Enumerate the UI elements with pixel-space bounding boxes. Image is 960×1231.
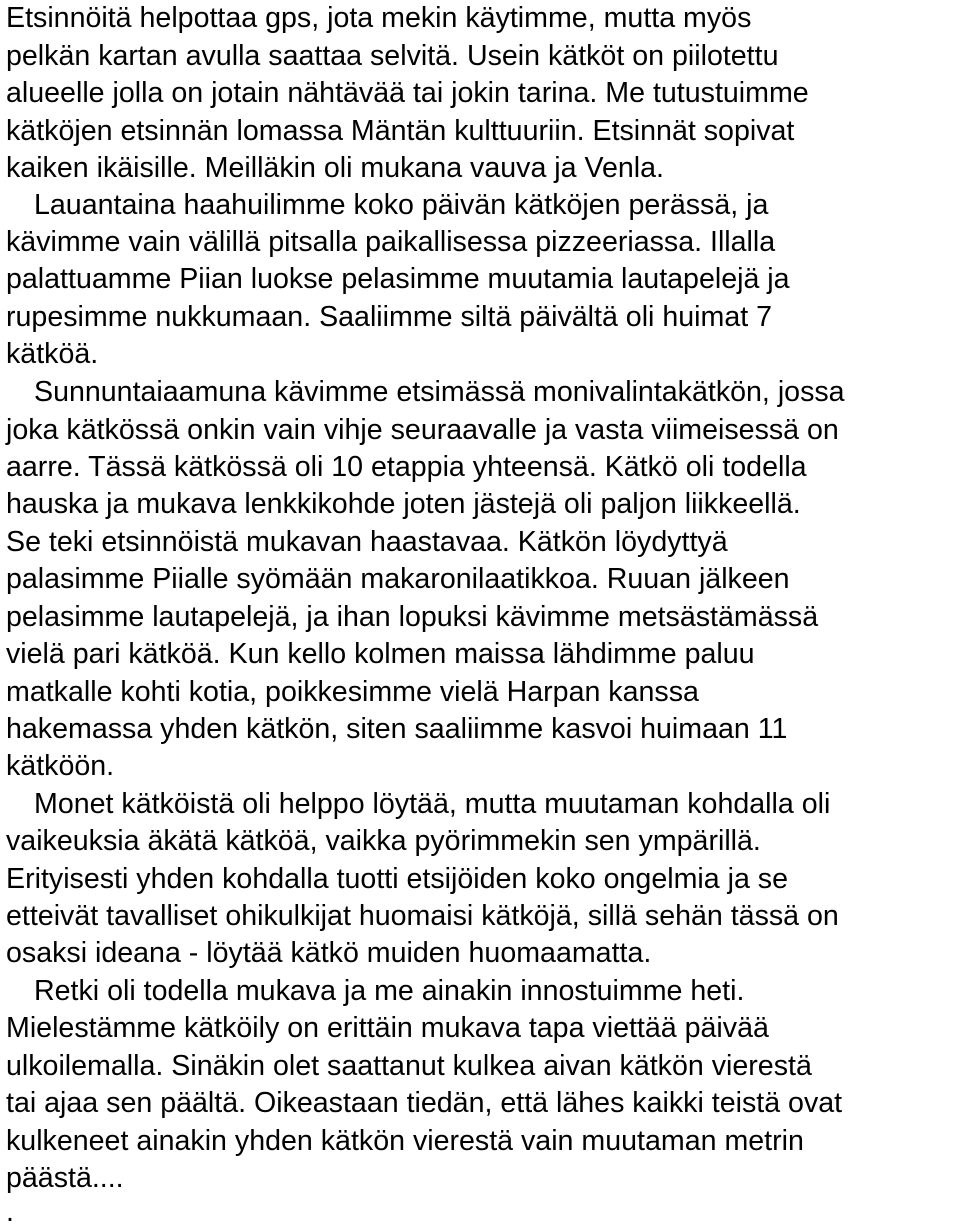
text-line: Erityisesti yhden kohdalla tuotti etsijöiden koko ongelmia ja se	[6, 863, 788, 895]
text-line: palattuamme Piian luokse pelasimme muutamia lautapelejä ja	[6, 263, 790, 295]
text-line: osaksi ideana - löytää kätkö muiden huomaamatta.	[6, 937, 652, 969]
text-line: joka kätkössä onkin vain vihje seuraavalle ja vasta viimeisessä on	[6, 414, 839, 446]
text-line: Retki oli todella mukava ja me ainakin innostuimme heti.	[34, 975, 745, 1007]
text-line: matkalle kohti kotia, poikkesimme vielä Harpan kanssa	[6, 676, 699, 708]
text-line: Se teki etsinnöistä mukavan haastavaa. Kätkön löydyttyä	[6, 526, 728, 558]
text-line: kulkeneet ainakin yhden kätkön vierestä vain muutaman metrin	[6, 1125, 804, 1157]
text-line: ulkoilemalla. Sinäkin olet saattanut kulkea aivan kätkön vierestä	[6, 1050, 812, 1082]
text-line: rupesimme nukkumaan. Saaliimme siltä päivältä oli huimat 7	[6, 301, 773, 333]
text-line: hakemassa yhden kätkön, siten saaliimme kasvoi huimaan 11	[6, 713, 788, 745]
text-line: Sunnuntaiaamuna kävimme etsimässä monivalintakätkön, jossa	[34, 376, 845, 408]
text-line: vaikeuksia äkätä kätköä, vaikka pyörimmekin sen ympärillä.	[6, 825, 761, 857]
text-line: Lauantaina haahuilimme koko päivän kätköjen perässä, ja	[34, 189, 769, 221]
text-line: Monet kätköistä oli helppo löytää, mutta muutaman kohdalla oli	[34, 788, 831, 820]
text-line: palasimme Piialle syömään makaronilaatikkoa. Ruuan jälkeen	[6, 563, 790, 595]
text-line: Etsinnöitä helpottaa gps, jota mekin käytimme, mutta myös	[6, 2, 752, 34]
text-line: hauska ja mukava lenkkikohde joten jästejä oli paljon liikkeellä.	[6, 488, 801, 520]
text-line: etteivät tavalliset ohikulkijat huomaisi kätköjä, sillä sehän tässä on	[6, 900, 839, 932]
text-line: alueelle jolla on jotain nähtävää tai jokin tarina. Me tutustuimme	[6, 77, 809, 109]
text-line: tai ajaa sen päältä. Oikeastaan tiedän, että lähes kaikki teistä ovat	[6, 1087, 843, 1119]
text-line: kätköön.	[6, 750, 115, 782]
text-line: kävimme vain välillä pitsalla paikallisessa pizzeeriassa. Illalla	[6, 226, 776, 258]
text-line: pelasimme lautapelejä, ja ihan lopuksi kävimme metsästämässä	[6, 601, 819, 633]
text-line: vielä pari kätköä. Kun kello kolmen maissa lähdimme paluu	[6, 638, 755, 670]
text-line: aarre. Tässä kätkössä oli 10 etappia yhteensä. Kätkö oli todella	[6, 451, 807, 483]
text-line: Mielestämme kätköily on erittäin mukava tapa viettää päivää	[6, 1012, 769, 1044]
text-line: kätköä.	[6, 338, 99, 370]
text-line: pelkän kartan avulla saattaa selvitä. Usein kätköt on piilotettu	[6, 40, 779, 72]
text-line: päästä....	[6, 1162, 124, 1194]
text-line: kaiken ikäisille. Meilläkin oli mukana vauva ja Venla.	[6, 152, 664, 184]
text-line: .	[6, 1196, 14, 1228]
text-line: kätköjen etsinnän lomassa Mäntän kulttuuriin. Etsinnät sopivat	[6, 115, 795, 147]
